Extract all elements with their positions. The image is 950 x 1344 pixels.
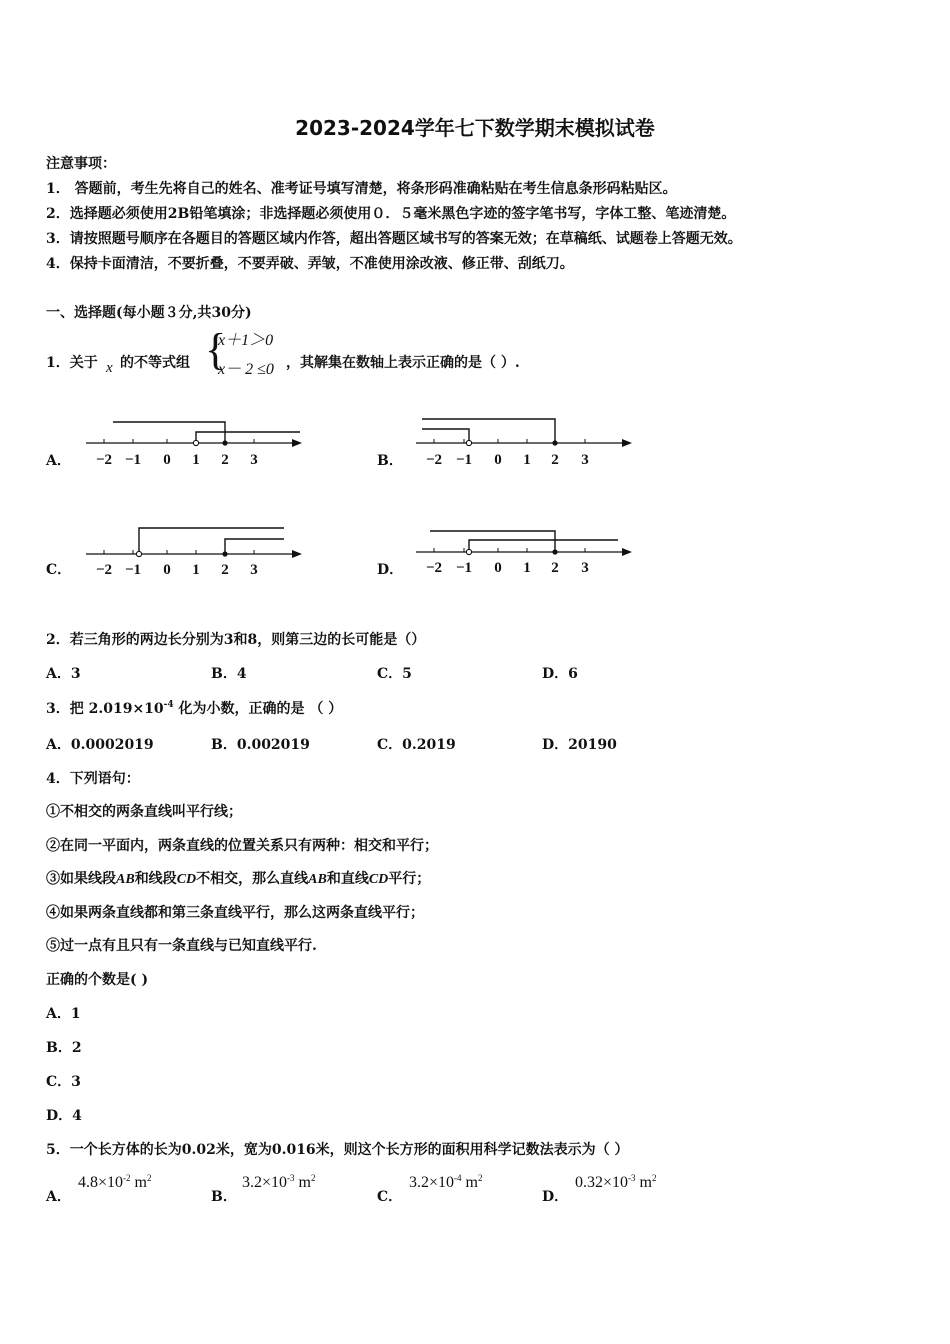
- tick-label: 0: [163, 562, 171, 578]
- q5-option-label: C．: [377, 1189, 403, 1205]
- tick-label: −1: [124, 452, 142, 468]
- q3-option: D．20190: [542, 737, 617, 753]
- q4-statement: ④如果两条直线都和第三条直线平行，那么这两条直线平行；: [46, 905, 424, 921]
- q1-option-d-label: D．: [377, 562, 404, 578]
- tick-label: 2: [221, 452, 229, 468]
- notice-heading: 注意事项：: [46, 156, 116, 172]
- q4-stem: 4．下列语句：: [46, 771, 140, 787]
- q5-stem: 5．一个长方体的长为0.02米，宽为0.016米，则这个长方形的面积用科学记数法表示为（ ）: [46, 1142, 629, 1158]
- tick-label: 0: [494, 560, 502, 576]
- tick-label: 2: [551, 560, 559, 576]
- q2-option: B．4: [211, 666, 247, 682]
- q3-stem: 3．把 $2.019\times 10^{-4}$ 化为小数，正确的是 （ ）: [46, 700, 343, 717]
- q5-option-value: $0.32\times 10^{-3}$ $m^2$: [575, 1173, 657, 1191]
- tick-label: 1: [192, 562, 200, 578]
- open-dot: [136, 551, 141, 556]
- notice-item: 1． 答题前，考生先将自己的姓名、准考证号填写清楚，将条形码准确粘贴在考生信息条形码粘贴区。: [46, 181, 677, 197]
- notice-item: 3．请按照题号顺序在各题目的答题区域内作答，超出答题区域书写的答案无效；在草稿纸、试题卷上答题无效。: [46, 231, 742, 247]
- tick-label: 2: [551, 452, 559, 468]
- tick-label: −2: [425, 452, 443, 468]
- open-dot: [466, 440, 471, 445]
- number-line-c: [80, 521, 310, 583]
- q1-inequality-2: x－ 2 ≤0: [218, 361, 274, 378]
- q5-option-value: $4.8\times 10^{-2}$ $m^2$: [78, 1173, 152, 1191]
- tick-label: −2: [425, 560, 443, 576]
- notice-item: 2．选择题必须使用2B铅笔填涂；非选择题必须使用０．５毫米黑色字迹的签字笔书写，字体工整、笔迹清楚。: [46, 206, 736, 222]
- q4-option: C．3: [46, 1074, 81, 1090]
- q2-stem: 2．若三角形的两边长分别为3和8，则第三边的长可能是（）: [46, 632, 426, 648]
- q5-option-label: B．: [211, 1189, 237, 1205]
- q3-option: B．0.002019: [211, 737, 310, 753]
- q4-statement: ⑤过一点有且只有一条直线与已知直线平行.: [46, 938, 317, 954]
- tick-label: 3: [250, 452, 258, 468]
- closed-dot: [222, 440, 227, 445]
- tick-label: 2: [221, 562, 229, 578]
- tick-label: −1: [455, 452, 473, 468]
- solution-ray-short: [422, 429, 469, 443]
- closed-dot: [552, 549, 557, 554]
- solution-ray-long: [422, 419, 555, 443]
- q1-option-b-label: B．: [377, 453, 403, 469]
- q1-prefix: 1．关于: [46, 355, 98, 371]
- axis-arrow-icon: [292, 550, 302, 558]
- solution-ray-right: [196, 432, 300, 443]
- q5-option-value: $3.2\times 10^{-4}$ $m^2$: [409, 1173, 483, 1191]
- q1-brace: {: [205, 325, 227, 374]
- q4-option: B．2: [46, 1040, 82, 1056]
- q1-suffix: ，其解集在数轴上表示正确的是（ ）.: [286, 355, 520, 371]
- closed-dot: [222, 551, 227, 556]
- q1-option-a-label: A．: [46, 453, 71, 469]
- q1-variable: x: [106, 360, 113, 376]
- q2-option: A．3: [46, 666, 81, 682]
- q1-mid: 的不等式组: [120, 355, 190, 371]
- q1-inequality-1: x＋1＞0: [218, 332, 274, 349]
- tick-label: −2: [95, 452, 113, 468]
- q5-option-label: A．: [46, 1189, 71, 1205]
- number-line-a: [80, 412, 310, 474]
- section-heading: 一、选择题(每小题３分,共30分): [46, 305, 252, 321]
- q4-statement: ①不相交的两条直线叫平行线；: [46, 804, 242, 820]
- open-dot: [466, 549, 471, 554]
- number-line-d: [410, 521, 640, 583]
- q3-option: C．0.2019: [377, 737, 456, 753]
- page-title: 2023-2024学年七下数学期末模拟试卷: [295, 116, 655, 140]
- tick-label: 1: [523, 560, 531, 576]
- q4-statement: ③如果线段AB和线段CD不相交，那么直线AB和直线CD平行；: [46, 871, 431, 887]
- open-dot: [193, 440, 198, 445]
- axis-arrow-icon: [622, 548, 632, 556]
- solution-ray-left: [430, 531, 555, 552]
- tick-label: −1: [124, 562, 142, 578]
- tick-label: 1: [192, 452, 200, 468]
- q2-option: C．5: [377, 666, 412, 682]
- tick-label: −1: [455, 560, 473, 576]
- q4-option: A．1: [46, 1006, 81, 1022]
- solution-ray-open: [139, 528, 284, 554]
- tick-label: 0: [163, 452, 171, 468]
- q4-option: D．4: [46, 1108, 82, 1124]
- q2-option: D．6: [542, 666, 578, 682]
- tick-label: 3: [581, 452, 589, 468]
- q3-option: A．0.0002019: [46, 737, 154, 753]
- axis-arrow-icon: [292, 439, 302, 447]
- axis-arrow-icon: [622, 439, 632, 447]
- notice-item: 4．保持卡面清洁，不要折叠，不要弄破、弄皱，不准使用涂改液、修正带、刮纸刀。: [46, 256, 574, 272]
- solution-ray-right: [469, 540, 618, 552]
- closed-dot: [552, 440, 557, 445]
- tick-label: 0: [494, 452, 502, 468]
- tick-label: 3: [581, 560, 589, 576]
- q5-option-label: D．: [542, 1189, 569, 1205]
- number-line-b: [410, 412, 640, 474]
- q1-option-c-label: C．: [46, 562, 72, 578]
- tick-label: −2: [95, 562, 113, 578]
- q5-option-value: $3.2\times 10^{-3}$ $m^2$: [242, 1173, 316, 1191]
- tick-label: 3: [250, 562, 258, 578]
- q4-question: 正确的个数是( ): [46, 972, 149, 988]
- tick-label: 1: [523, 452, 531, 468]
- q4-statement: ②在同一平面内，两条直线的位置关系只有两种：相交和平行；: [46, 838, 438, 854]
